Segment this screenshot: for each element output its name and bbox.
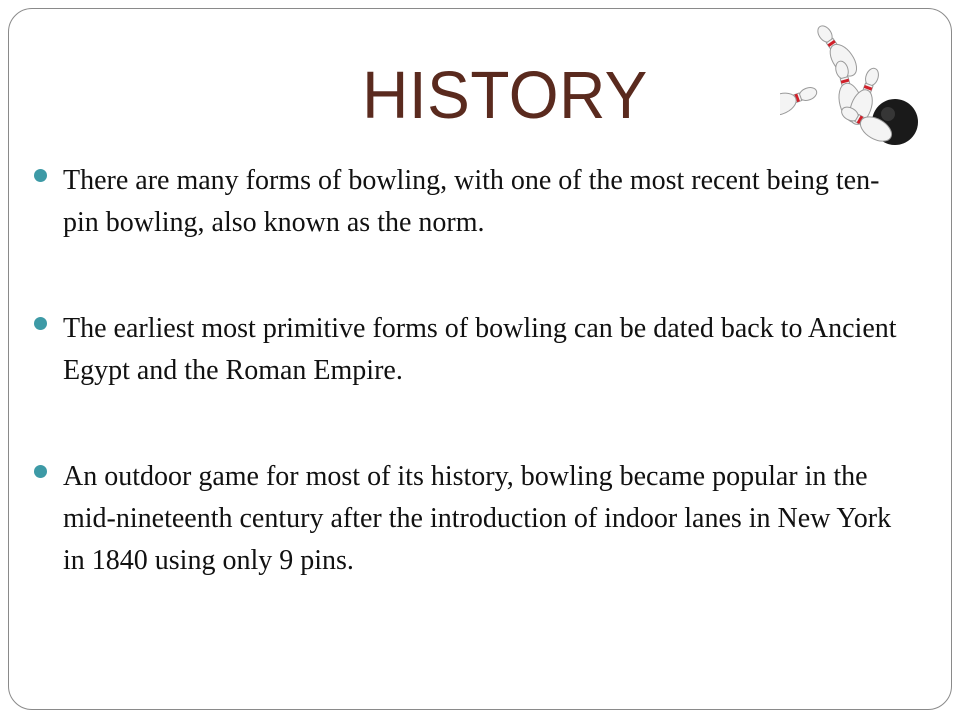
bullet-item — [34, 456, 914, 582]
bullet-text: There are many forms of bowling, with one of the most recent being ten-pin bowling, also known as the norm. — [63, 165, 880, 238]
bullet-dot-icon — [34, 317, 47, 330]
bullet-dot-icon — [34, 465, 47, 478]
bullet-dot-icon — [34, 169, 47, 182]
bullet-text: An outdoor game for most of its history, bowling became popular in the mid-nineteenth century after the introduction of indoor lanes in New York in 1840 using only 9 pins. — [63, 461, 892, 576]
bullet-item — [34, 308, 914, 392]
bowling-pins-icon — [780, 22, 930, 162]
bullet-list — [34, 160, 914, 582]
slide-title: HISTORY — [362, 57, 648, 133]
bullet-item — [34, 160, 914, 244]
bullet-text: The earliest most primitive forms of bowling can be dated back to Ancient Egypt and the Roman Empire. — [63, 313, 897, 386]
